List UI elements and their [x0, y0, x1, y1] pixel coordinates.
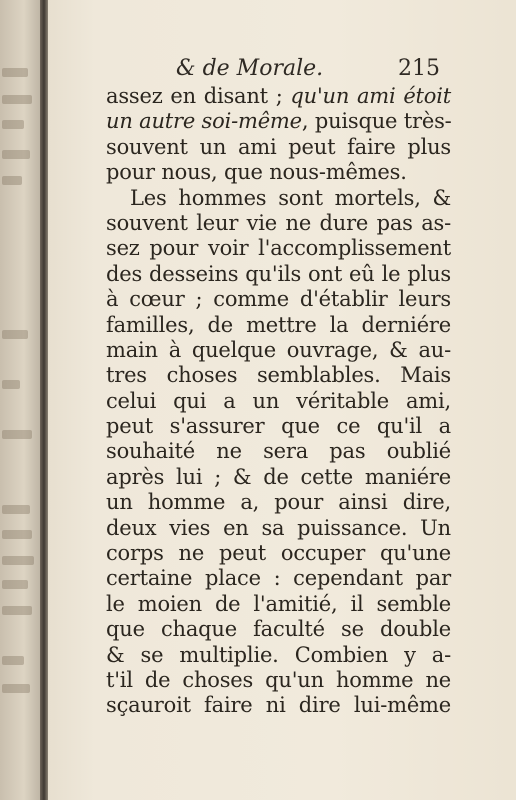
text-line: souhaité ne sera pas oublié: [106, 439, 451, 464]
text-line: deux vies en sa puissance. Un: [106, 515, 451, 540]
text-line: des desseins qu'ils ont eû le plus: [106, 261, 451, 286]
text-line: à cœur ; comme d'établir leurs: [106, 287, 451, 312]
text-line: sçauroit faire ni dire lui-même: [106, 693, 451, 718]
text-line: peut s'assurer que ce qu'il a: [106, 414, 451, 439]
text-line: souvent leur vie ne dure pas as-: [106, 210, 451, 235]
text-line: le moien de l'amitié, il semble: [106, 591, 451, 616]
text-line: un autre soi-même, puisque très-: [106, 109, 452, 134]
text-line: tres choses semblables. Mais: [106, 363, 451, 388]
body-text: [106, 84, 451, 719]
text-line: & se multiplie. Combien y a-: [106, 642, 451, 667]
page-number: 215: [398, 56, 440, 81]
running-head: [176, 56, 476, 84]
text-line: sez pour voir l'accomplissement: [106, 236, 451, 261]
book-page: [48, 0, 516, 800]
text-line: un homme a, pour ainsi dire,: [106, 490, 451, 515]
text-line: familles, de mettre la derniére: [106, 312, 451, 337]
text-line: que chaque faculté se double: [106, 617, 451, 642]
text-line: celui qui a un véritable ami,: [106, 388, 451, 413]
text-line: certaine place : cependant par: [106, 566, 451, 591]
running-head-title: & de Morale.: [176, 56, 324, 81]
text-line: t'il de choses qu'un homme ne: [106, 667, 451, 692]
text-line: Les hommes sont mortels, &: [130, 185, 451, 210]
text-line: main à quelque ouvrage, & au-: [106, 337, 451, 362]
book-gutter: [40, 0, 48, 800]
text-line: souvent un ami peut faire plus: [106, 134, 451, 159]
text-line: après lui ; & de cette maniére: [106, 464, 451, 489]
text-line: pour nous, que nous-mêmes.: [106, 160, 407, 185]
text-line: corps ne peut occuper qu'une: [106, 541, 451, 566]
text-line: assez en disant ; qu'un ami étoit: [106, 84, 451, 108]
facing-page-edge: [0, 0, 40, 800]
